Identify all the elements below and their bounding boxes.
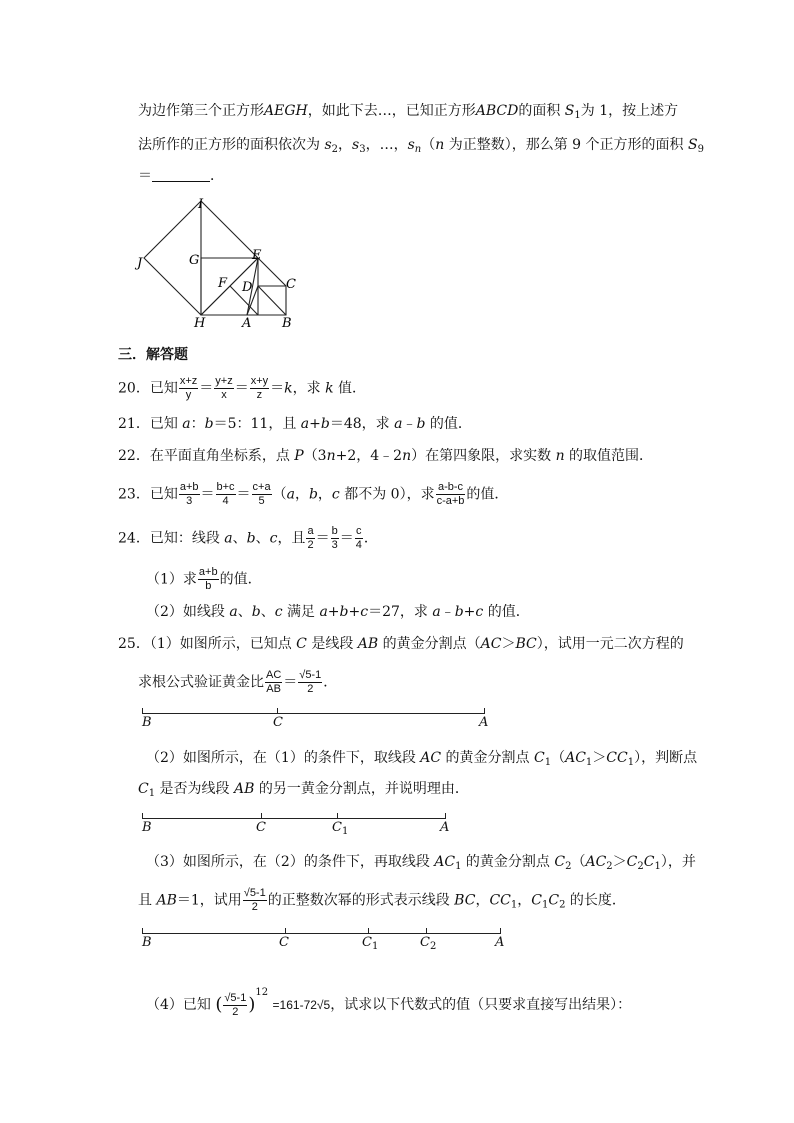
problem-25-3b: 且 AB＝1，试用 $\frac{√5-1}{2}$ 的正整数次幂的形式表示线段 BC，$CC_1$，$C_1C_2$ 的长度．: [138, 887, 626, 913]
problem-20: 20．已知 $\frac{x+z}{y}$ ＝ $\frac{y+z}{x}$ ＝ $\frac{x+y}{z}$ ＝k，求 k 值．: [118, 375, 367, 401]
label-H: H: [194, 316, 206, 331]
answer-blank: [152, 167, 210, 182]
label-I: I: [198, 197, 204, 212]
label-A: A: [242, 316, 252, 331]
label-J: J: [137, 256, 143, 271]
label-B: B: [282, 316, 292, 331]
problem-25-2b: $C_1$ 是否为线段 AB 的另一黄金分割点，并说明理由．: [138, 781, 469, 799]
label-F: F: [218, 276, 228, 291]
segment-figure-1: B C A: [142, 713, 487, 737]
problem-21: 21．已知 a：b＝5：11，且 a+b＝48，求 a﹣b 的值．: [118, 416, 472, 432]
problem-22: 22．在平面直角坐标系，点 P（3n+2，4﹣2n）在第四象限，求实数 n 的取值范围．: [118, 448, 654, 464]
intro-line-2: 法所作的正方形的面积依次为 $s_2$，$s_3$，…，$s_n(n$ 为正整数），那么第 9 个正方形的面积 $S_9$: [138, 137, 704, 155]
segment-figure-3: B C $C_1$ $C_2$ A: [142, 933, 504, 957]
squares-figure: [134, 194, 304, 334]
problem-25-1a: 25．（1）如图所示，已知点 C 是线段 AB 的黄金分割点（AC＞BC），试用一元二次方程的: [118, 636, 684, 652]
problem-24-part-1: （1）求 $\frac{a+b}{b}$ 的值．: [146, 566, 262, 592]
problem-24: 24．已知：线段 a、b、c，且 $\frac{a}{2}$ ＝ $\frac{b}{3}$ ＝ $\frac{c}{4}$ ．: [118, 525, 378, 551]
label-E: E: [252, 248, 262, 263]
problem-25-2a: （2）如图所示，在（1）的条件下，取线段 AC 的黄金分割点 $C_1(AC_1>CC_1)$，判断点: [146, 750, 698, 768]
section-title: 三．解答题: [118, 347, 188, 363]
intro-line-1: 为边作第三个正方形AEGH，如此下去…，已知正方形ABCD的面积 $S_1$为 1，按上述方: [138, 103, 679, 121]
label-G: G: [189, 253, 200, 268]
label-C: C: [286, 277, 296, 292]
problem-25-1b: 求根公式验证黄金比 $\frac{AC}{AB}$ ＝ $\frac{√5-1}{2}$ ．: [138, 669, 338, 695]
problem-23: 23．已知 $\frac{a+b}{3}$ ＝ $\frac{b+c}{4}$ ＝ $\frac{c+a}{5}$ （a，b，c 都不为 0），求 $\frac{a-b-c}{c-a+b}$ 的值．: [118, 481, 509, 507]
intro-line-3: ＝ ．: [138, 168, 224, 184]
problem-24-part-2: （2）如线段 a、b、c 满足 a+b+c＝27，求 a﹣b+c 的值．: [146, 604, 530, 620]
problem-25-4: （4）已知 ( $\frac{√5-1}{2}$ )$^{12}$ =161-72√5，试求以下代数式的值（只要求直接写出结果）：: [146, 987, 632, 1018]
problem-25-3a: （3）如图所示，在（2）的条件下，再取线段 $AC_1$ 的黄金分割点 $C_2(AC_2>C_2C_1)$，并: [146, 854, 696, 872]
label-D: D: [242, 280, 253, 295]
segment-figure-2: B C $C_1$ A: [142, 818, 447, 842]
